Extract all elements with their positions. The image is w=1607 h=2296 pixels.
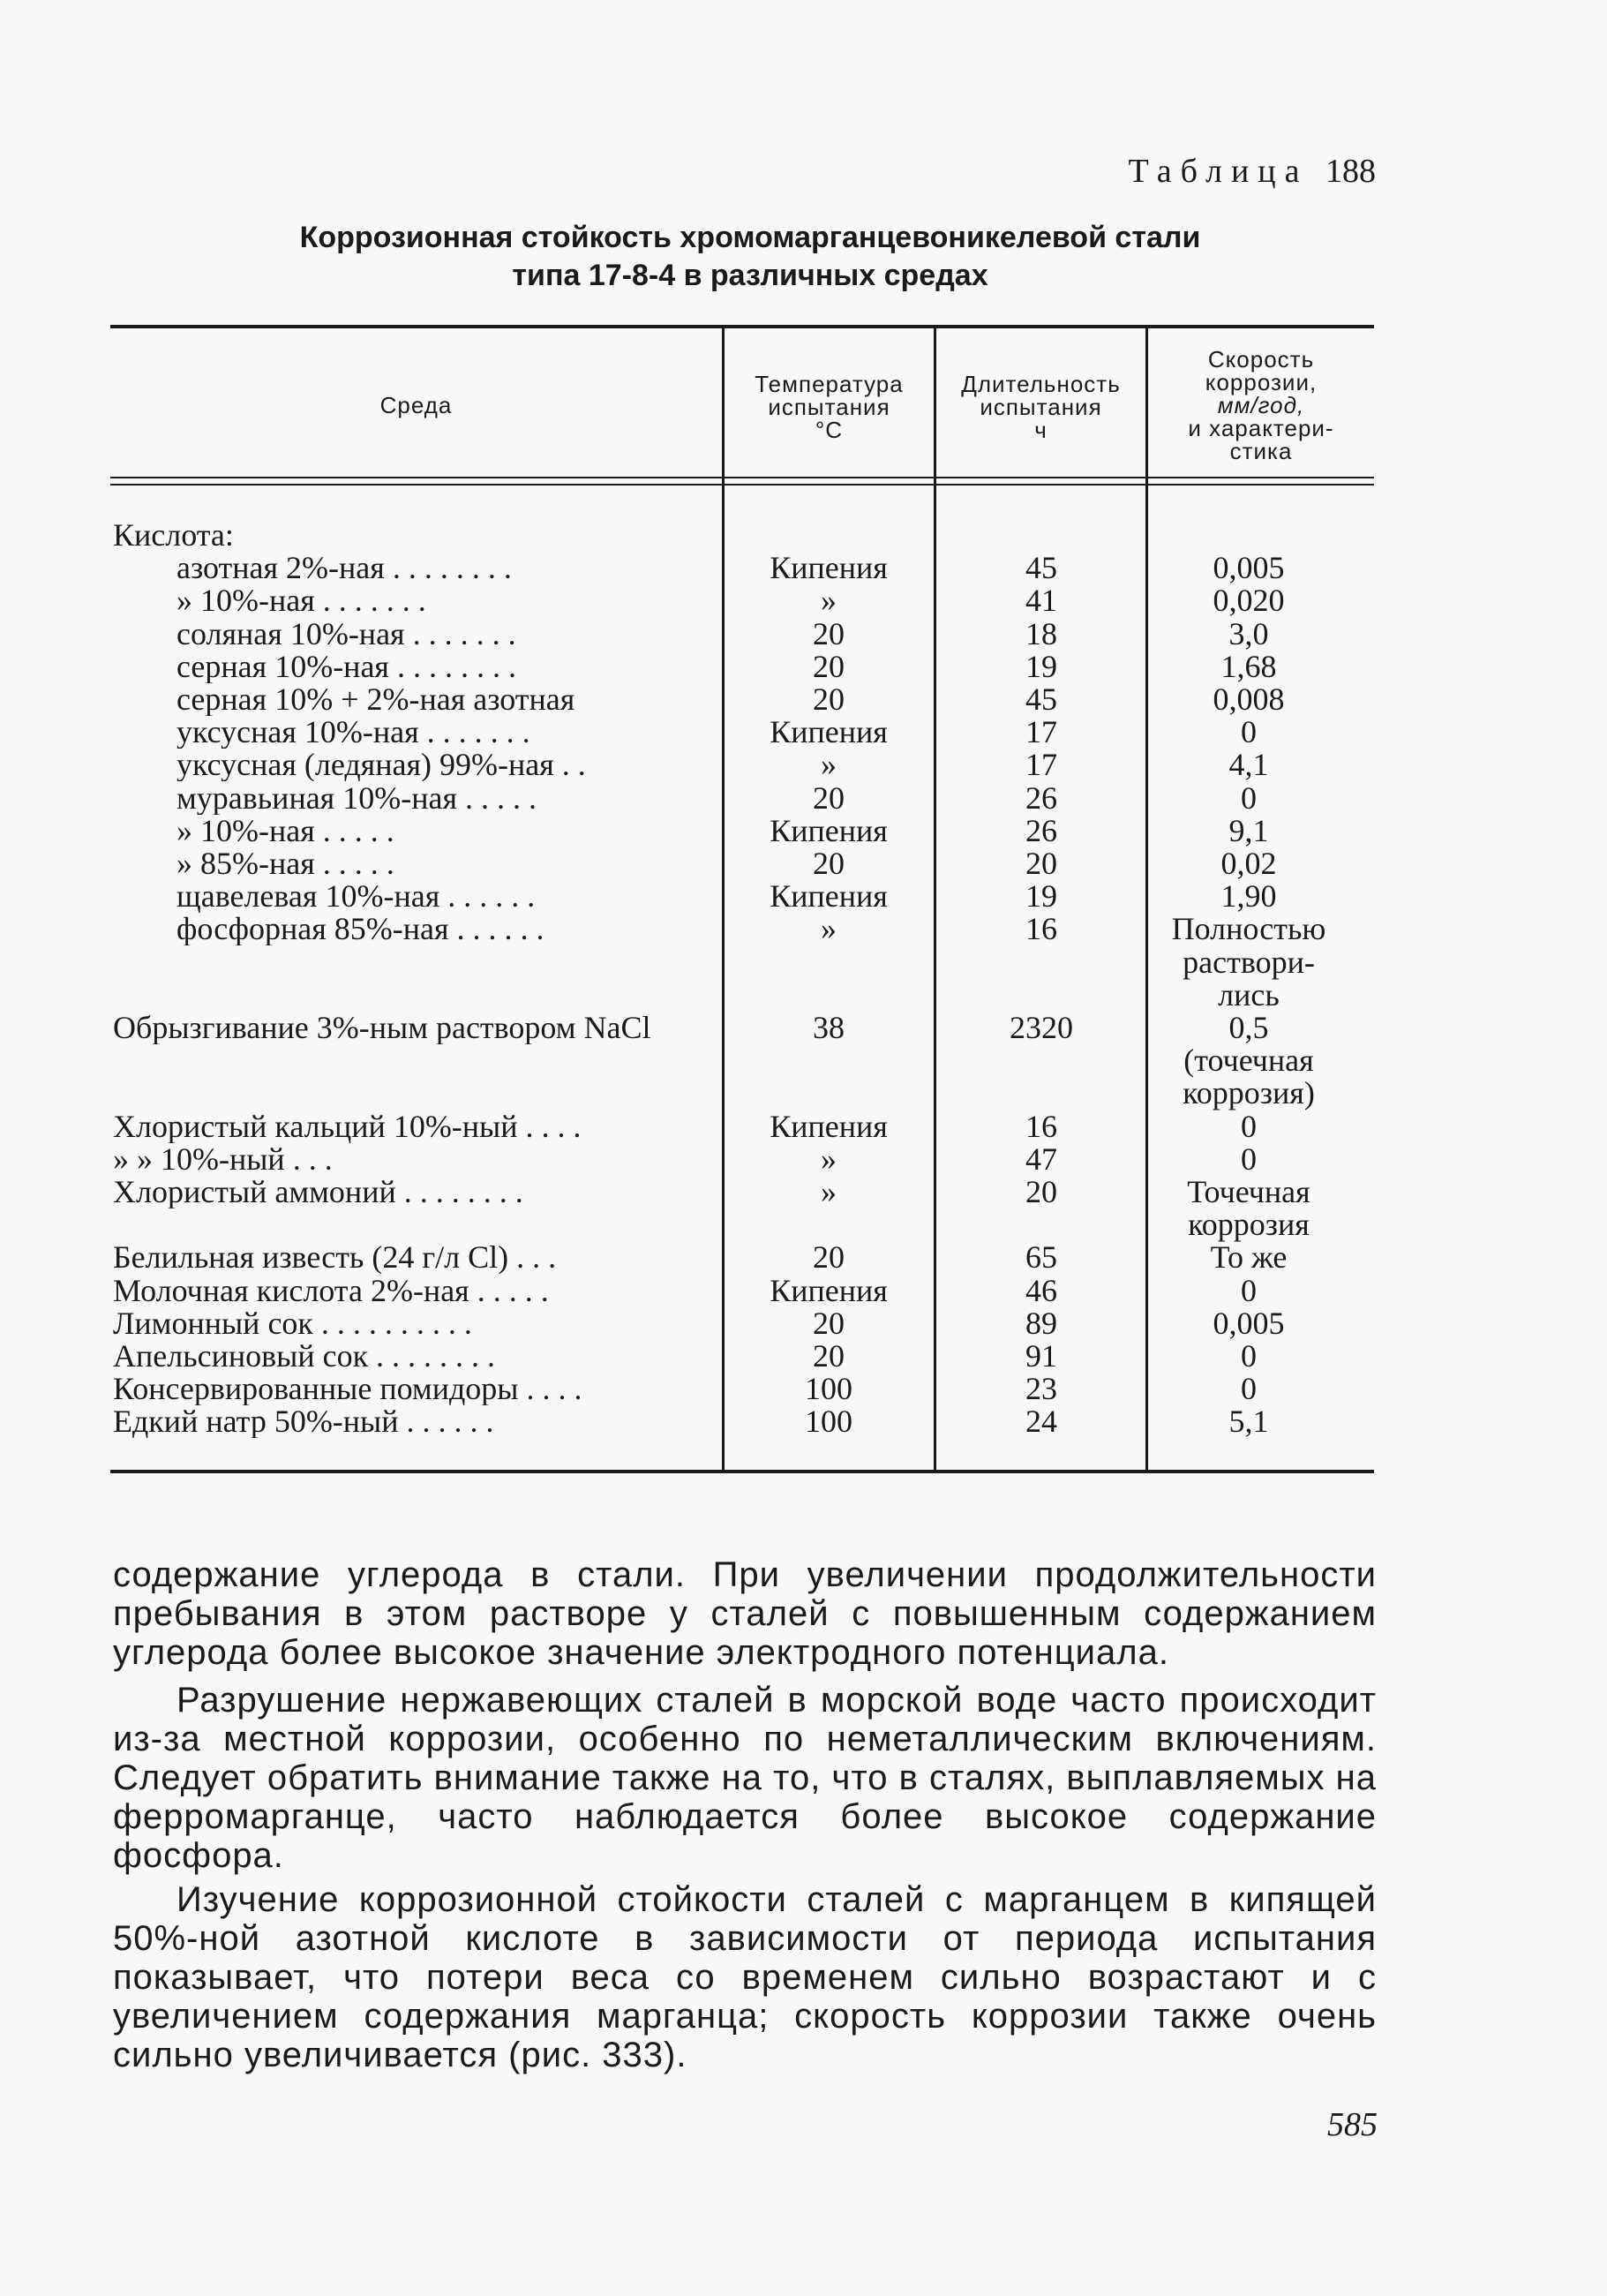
header-duration-line1: Длительность	[961, 371, 1121, 397]
cell-environment: Хлористый аммоний . . . . . . . .	[113, 1176, 523, 1208]
cell-duration: 89	[1025, 1306, 1057, 1341]
cell-corrosion-rate: 9,1	[1228, 813, 1269, 848]
table-row	[0, 749, 1607, 781]
table-row	[0, 1405, 1607, 1438]
table-row	[0, 618, 1607, 651]
cell-temperature: 20	[813, 780, 845, 816]
cell-duration: 19	[1025, 878, 1057, 914]
header-duration-line3: ч	[1034, 417, 1048, 443]
cell-duration: 20	[1025, 846, 1057, 881]
cell-corrosion-rate: 5,1	[1228, 1404, 1269, 1439]
cell-duration: 26	[1025, 780, 1057, 816]
cell-corrosion-rate: 3,0	[1228, 616, 1269, 651]
table-bottom-rule	[110, 1470, 1374, 1473]
table-row	[0, 1373, 1607, 1405]
table-row	[0, 1143, 1607, 1176]
cell-temperature: 20	[813, 846, 845, 881]
table-row	[0, 1110, 1607, 1143]
page-number: 585	[1327, 2106, 1378, 2143]
cell-temperature: Кипения	[770, 1109, 888, 1144]
cell-corrosion-rate: Точечная	[1187, 1174, 1310, 1209]
table-row	[0, 1340, 1607, 1373]
table-label	[1128, 152, 1376, 191]
table-row	[0, 1307, 1607, 1340]
cell-corrosion-rate: (точечная	[1183, 1043, 1314, 1078]
cell-corrosion-rate: раствори-	[1183, 945, 1315, 980]
table-row	[0, 1275, 1607, 1307]
cell-corrosion-rate: 0,020	[1213, 583, 1285, 618]
cell-duration: 18	[1025, 616, 1057, 651]
paragraph-3: Изучение коррозионной стойкости сталей с марганцем в кипящей 50%-ной азотной кислоте в зависимости от периода испытания показывает, что потери веса со временем сильно возрастают и с увеличением содержания марганца; скорость коррозии также очень сильно увеличивается (рис. 333).	[113, 1880, 1377, 2074]
cell-duration: 20	[1025, 1174, 1057, 1209]
table-row	[0, 815, 1607, 847]
table-row	[0, 584, 1607, 617]
table-row	[0, 913, 1607, 945]
cell-corrosion-rate: 0,008	[1213, 681, 1285, 717]
cell-corrosion-rate: коррозия	[1188, 1207, 1310, 1242]
cell-corrosion-rate: 0	[1241, 714, 1257, 749]
cell-environment: » 85%-ная . . . . .	[176, 847, 394, 880]
header-temperature	[725, 373, 934, 441]
cell-corrosion-rate: 4,1	[1228, 747, 1269, 782]
cell-temperature: Кипения	[770, 878, 888, 914]
cell-temperature: 100	[805, 1404, 852, 1439]
cell-temperature: 20	[813, 649, 845, 684]
header-environment: Среда	[379, 392, 453, 418]
cell-temperature: »	[821, 1141, 837, 1177]
table-row	[0, 946, 1607, 979]
cell-temperature: Кипения	[770, 550, 888, 585]
cell-temperature: 100	[805, 1371, 852, 1406]
table-row	[0, 1077, 1607, 1110]
table-row	[0, 519, 1607, 552]
cell-environment: уксусная 10%-ная . . . . . . .	[176, 716, 530, 749]
cell-environment: » 10%-ная . . . . .	[176, 815, 394, 847]
cell-corrosion-rate: 0,005	[1213, 550, 1285, 585]
cell-temperature: 20	[813, 1239, 845, 1275]
cell-duration: 26	[1025, 813, 1057, 848]
cell-duration: 17	[1025, 714, 1057, 749]
cell-duration: 46	[1025, 1273, 1057, 1308]
cell-duration: 45	[1025, 550, 1057, 585]
cell-environment: Апельсиновый сок . . . . . . . .	[113, 1340, 496, 1373]
cell-environment: муравьиная 10%-ная . . . . .	[176, 782, 537, 815]
cell-corrosion-rate: 0	[1241, 1371, 1257, 1406]
header-rule-1	[110, 477, 1374, 478]
cell-environment: фосфорная 85%-ная . . . . . .	[176, 913, 544, 945]
cell-temperature: 20	[813, 681, 845, 717]
table-row	[0, 1012, 1607, 1044]
table-row	[0, 979, 1607, 1012]
cell-environment: Едкий натр 50%-ный . . . . . .	[113, 1405, 494, 1438]
cell-environment: » 10%-ная . . . . . . .	[176, 584, 426, 617]
cell-environment: Лимонный сок . . . . . . . . . .	[113, 1307, 472, 1340]
header-rate-line4: и характери-	[1188, 415, 1334, 441]
header-duration-line2: испытания	[980, 394, 1102, 420]
cell-environment: серная 10% + 2%-ная азотная	[176, 683, 575, 716]
cell-duration: 16	[1025, 1109, 1057, 1144]
cell-corrosion-rate: 0	[1241, 1338, 1257, 1374]
cell-duration: 17	[1025, 747, 1057, 782]
cell-corrosion-rate: 0	[1241, 780, 1257, 816]
cell-environment: уксусная (ледяная) 99%-ная . .	[176, 749, 586, 781]
table-row	[0, 552, 1607, 584]
cell-temperature: Кипения	[770, 813, 888, 848]
table-title-line1: Коррозионная стойкость хромомарганцевоникелевой стали	[299, 221, 1201, 254]
table-row	[0, 651, 1607, 683]
table-title-line2: типа 17-8-4 в различных средах	[512, 259, 988, 292]
cell-duration: 91	[1025, 1338, 1057, 1374]
cell-environment: Молочная кислота 2%-ная . . . . .	[113, 1275, 549, 1307]
cell-corrosion-rate: 0,02	[1220, 846, 1277, 881]
cell-temperature: »	[821, 911, 837, 946]
cell-corrosion-rate: лись	[1218, 977, 1280, 1012]
table-row	[0, 1044, 1607, 1077]
table-row	[0, 880, 1607, 913]
table-title	[291, 219, 1209, 295]
cell-duration: 45	[1025, 681, 1057, 717]
cell-environment: Белильная известь (24 г/л Cl) . . .	[113, 1241, 557, 1274]
cell-temperature: 20	[813, 616, 845, 651]
cell-duration: 19	[1025, 649, 1057, 684]
cell-corrosion-rate: 0,5	[1228, 1010, 1269, 1045]
cell-duration: 24	[1025, 1404, 1057, 1439]
cell-temperature: »	[821, 747, 837, 782]
cell-environment: азотная 2%-ная . . . . . . . .	[176, 552, 512, 584]
cell-duration: 23	[1025, 1371, 1057, 1406]
header-duration	[936, 373, 1145, 441]
table-top-rule	[110, 325, 1374, 328]
table-number: 188	[1325, 153, 1376, 190]
header-rate-line3: мм/год,	[1217, 392, 1305, 418]
cell-temperature: 20	[813, 1306, 845, 1341]
paragraph-1: содержание углерода в стали. При увеличении продолжительности пребывания в этом растворе у сталей с повышенным содержанием углерода более высокое значение электродного потенциала.	[113, 1555, 1377, 1672]
header-rate-line1: Скорость	[1207, 346, 1315, 373]
header-rate-line5: стика	[1229, 438, 1293, 464]
cell-corrosion-rate: Полностью	[1171, 911, 1326, 946]
cell-corrosion-rate: коррозия)	[1183, 1075, 1315, 1110]
cell-environment: Хлористый кальций 10%-ный . . . .	[113, 1110, 582, 1143]
cell-temperature: 20	[813, 1338, 845, 1374]
cell-environment: » » 10%-ный . . .	[113, 1143, 333, 1176]
cell-duration: 2320	[1010, 1010, 1073, 1045]
cell-environment: соляная 10%-ная . . . . . . .	[176, 618, 516, 651]
header-temperature-line1: Температура	[755, 371, 904, 397]
table-row	[0, 1241, 1607, 1274]
cell-temperature: »	[821, 1174, 837, 1209]
header-temperature-line2: испытания	[768, 394, 890, 420]
table-row	[0, 1176, 1607, 1208]
cell-corrosion-rate: 0	[1241, 1273, 1257, 1308]
cell-corrosion-rate: 0	[1241, 1141, 1257, 1177]
cell-environment: Обрызгивание 3%-ным раствором NaCl	[113, 1012, 651, 1044]
cell-environment: Кислота:	[113, 519, 234, 552]
header-rate-line2: коррозии,	[1205, 369, 1318, 395]
header-corrosion-rate	[1148, 348, 1374, 463]
table-row	[0, 683, 1607, 716]
cell-temperature: Кипения	[770, 1273, 888, 1308]
cell-corrosion-rate: 0	[1241, 1109, 1257, 1144]
cell-corrosion-rate: 0,005	[1213, 1306, 1285, 1341]
table-row	[0, 1208, 1607, 1241]
cell-duration: 47	[1025, 1141, 1057, 1177]
cell-duration: 16	[1025, 911, 1057, 946]
cell-duration: 65	[1025, 1239, 1057, 1275]
table-row	[0, 847, 1607, 880]
table-row	[0, 782, 1607, 815]
cell-temperature: »	[821, 583, 837, 618]
cell-environment: щавелевая 10%-ная . . . . . .	[176, 880, 536, 913]
cell-duration: 41	[1025, 583, 1057, 618]
cell-environment: Консервированные помидоры . . . .	[113, 1373, 582, 1405]
cell-temperature: Кипения	[770, 714, 888, 749]
table-label-text: Таблица	[1128, 153, 1309, 190]
table-row	[0, 716, 1607, 749]
cell-corrosion-rate: 1,68	[1220, 649, 1277, 684]
cell-environment: серная 10%-ная . . . . . . . .	[176, 651, 516, 683]
cell-temperature: 38	[813, 1010, 845, 1045]
cell-corrosion-rate: 1,90	[1220, 878, 1277, 914]
header-temperature-line3: °C	[815, 417, 844, 443]
cell-corrosion-rate: То же	[1210, 1239, 1288, 1275]
header-rule-2	[110, 484, 1374, 486]
paragraph-2: Разрушение нержавеющих сталей в морской воде часто происходит из-за местной коррозии, особенно по неметаллическим включениям. Следует обратить внимание также на то, что в сталях, выплавляемых на ферромарганце, часто наблюдается более высокое содержание фосфора.	[113, 1681, 1377, 1875]
